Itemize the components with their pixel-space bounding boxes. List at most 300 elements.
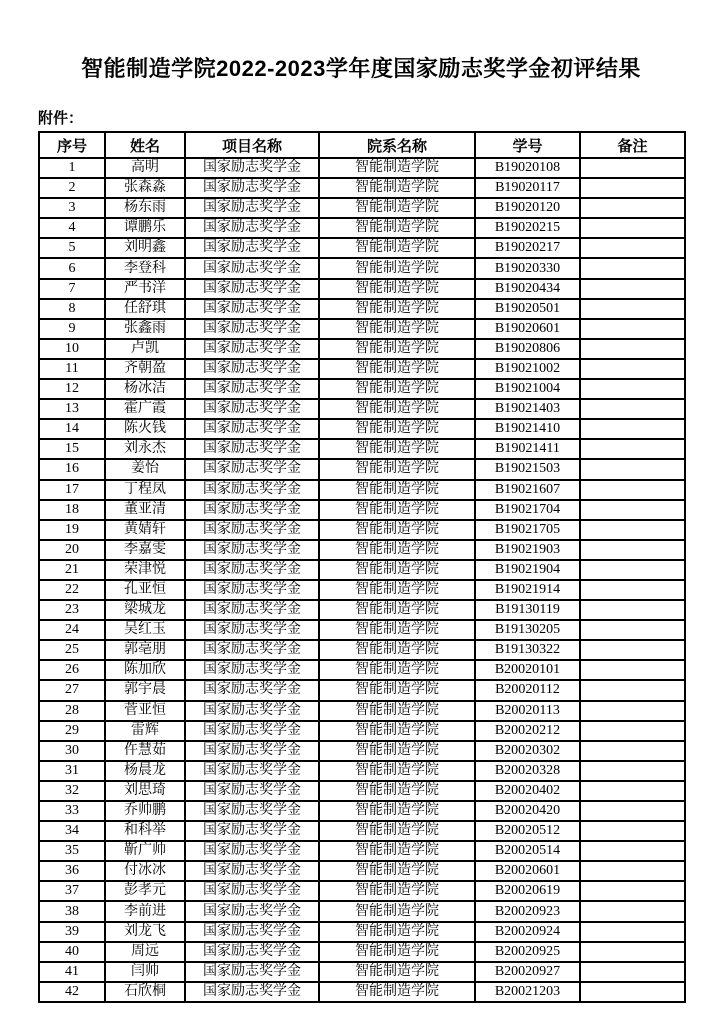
cell-student_id: B20020101 <box>475 660 580 680</box>
cell-student_id: B20020420 <box>475 801 580 821</box>
cell-no: 15 <box>39 439 105 459</box>
cell-name: 张森淼 <box>105 178 185 198</box>
cell-department: 智能制造学院 <box>319 701 475 721</box>
cell-no: 21 <box>39 560 105 580</box>
cell-department: 智能制造学院 <box>319 922 475 942</box>
cell-name: 菅亚恒 <box>105 701 185 721</box>
cell-student_id: B20020927 <box>475 962 580 982</box>
cell-project: 国家励志奖学金 <box>185 439 319 459</box>
cell-no: 19 <box>39 520 105 540</box>
table-row <box>39 439 685 459</box>
cell-no: 35 <box>39 841 105 861</box>
column-header-project: 项目名称 <box>185 132 319 158</box>
cell-name: 刘明鑫 <box>105 238 185 258</box>
cell-no: 8 <box>39 299 105 319</box>
cell-remark <box>580 560 685 580</box>
table-header-row <box>39 132 685 158</box>
cell-no: 22 <box>39 580 105 600</box>
cell-name: 董亚清 <box>105 500 185 520</box>
cell-name: 杨冰洁 <box>105 379 185 399</box>
cell-project: 国家励志奖学金 <box>185 238 319 258</box>
cell-name: 郭亳朋 <box>105 640 185 660</box>
cell-project: 国家励志奖学金 <box>185 901 319 921</box>
table-row <box>39 701 685 721</box>
cell-project: 国家励志奖学金 <box>185 158 319 178</box>
cell-department: 智能制造学院 <box>319 741 475 761</box>
cell-department: 智能制造学院 <box>319 821 475 841</box>
cell-department: 智能制造学院 <box>319 520 475 540</box>
cell-department: 智能制造学院 <box>319 500 475 520</box>
table-row <box>39 721 685 741</box>
cell-department: 智能制造学院 <box>319 158 475 178</box>
table-row <box>39 520 685 540</box>
cell-remark <box>580 439 685 459</box>
cell-project: 国家励志奖学金 <box>185 480 319 500</box>
cell-no: 41 <box>39 962 105 982</box>
cell-student_id: B19020501 <box>475 299 580 319</box>
cell-student_id: B19020601 <box>475 319 580 339</box>
cell-no: 33 <box>39 801 105 821</box>
cell-project: 国家励志奖学金 <box>185 279 319 299</box>
cell-department: 智能制造学院 <box>319 560 475 580</box>
cell-name: 刘思琦 <box>105 781 185 801</box>
table-row <box>39 781 685 801</box>
cell-name: 霍广霞 <box>105 399 185 419</box>
cell-remark <box>580 158 685 178</box>
cell-project: 国家励志奖学金 <box>185 520 319 540</box>
cell-project: 国家励志奖学金 <box>185 560 319 580</box>
cell-no: 27 <box>39 680 105 700</box>
table-row <box>39 580 685 600</box>
table-row <box>39 459 685 479</box>
cell-remark <box>580 781 685 801</box>
cell-no: 40 <box>39 942 105 962</box>
cell-name: 高明 <box>105 158 185 178</box>
table-row <box>39 480 685 500</box>
table-row <box>39 922 685 942</box>
cell-name: 和科举 <box>105 821 185 841</box>
cell-student_id: B19021914 <box>475 580 580 600</box>
cell-name: 陈火钱 <box>105 419 185 439</box>
table-body <box>39 158 685 1002</box>
cell-remark <box>580 459 685 479</box>
cell-remark <box>580 600 685 620</box>
cell-department: 智能制造学院 <box>319 379 475 399</box>
cell-no: 13 <box>39 399 105 419</box>
cell-project: 国家励志奖学金 <box>185 258 319 278</box>
column-header-name: 姓名 <box>105 132 185 158</box>
table-row <box>39 600 685 620</box>
cell-student_id: B19021503 <box>475 459 580 479</box>
cell-remark <box>580 922 685 942</box>
cell-no: 10 <box>39 339 105 359</box>
cell-remark <box>580 801 685 821</box>
cell-remark <box>580 480 685 500</box>
cell-no: 16 <box>39 459 105 479</box>
cell-no: 31 <box>39 761 105 781</box>
table-row <box>39 982 685 1002</box>
cell-student_id: B19021411 <box>475 439 580 459</box>
table-row <box>39 379 685 399</box>
cell-student_id: B20021203 <box>475 982 580 1002</box>
cell-no: 36 <box>39 861 105 881</box>
cell-remark <box>580 520 685 540</box>
cell-project: 国家励志奖学金 <box>185 540 319 560</box>
cell-name: 张鑫雨 <box>105 319 185 339</box>
cell-project: 国家励志奖学金 <box>185 741 319 761</box>
column-header-student_id: 学号 <box>475 132 580 158</box>
cell-no: 39 <box>39 922 105 942</box>
table-row <box>39 399 685 419</box>
column-header-department: 院系名称 <box>319 132 475 158</box>
cell-no: 18 <box>39 500 105 520</box>
cell-name: 李登科 <box>105 258 185 278</box>
cell-name: 周远 <box>105 942 185 962</box>
cell-department: 智能制造学院 <box>319 942 475 962</box>
cell-student_id: B19020215 <box>475 218 580 238</box>
cell-name: 仵慧茹 <box>105 741 185 761</box>
cell-student_id: B19020117 <box>475 178 580 198</box>
cell-remark <box>580 540 685 560</box>
table-row <box>39 359 685 379</box>
cell-department: 智能制造学院 <box>319 218 475 238</box>
cell-no: 24 <box>39 620 105 640</box>
attachment-label: 附件： <box>38 110 84 127</box>
cell-remark <box>580 881 685 901</box>
cell-name: 杨东雨 <box>105 198 185 218</box>
cell-department: 智能制造学院 <box>319 580 475 600</box>
cell-student_id: B19020217 <box>475 238 580 258</box>
cell-no: 28 <box>39 701 105 721</box>
cell-student_id: B19130205 <box>475 620 580 640</box>
cell-project: 国家励志奖学金 <box>185 701 319 721</box>
cell-project: 国家励志奖学金 <box>185 640 319 660</box>
cell-project: 国家励志奖学金 <box>185 721 319 741</box>
table-row <box>39 218 685 238</box>
cell-student_id: B19020120 <box>475 198 580 218</box>
table-row <box>39 299 685 319</box>
cell-project: 国家励志奖学金 <box>185 821 319 841</box>
cell-student_id: B20020112 <box>475 680 580 700</box>
cell-no: 37 <box>39 881 105 901</box>
cell-student_id: B20020601 <box>475 861 580 881</box>
cell-remark <box>580 741 685 761</box>
cell-remark <box>580 359 685 379</box>
cell-remark <box>580 198 685 218</box>
table-row <box>39 560 685 580</box>
cell-student_id: B20020302 <box>475 741 580 761</box>
cell-project: 国家励志奖学金 <box>185 922 319 942</box>
cell-department: 智能制造学院 <box>319 721 475 741</box>
cell-student_id: B20020923 <box>475 901 580 921</box>
scholarship-result-table <box>38 131 686 1003</box>
cell-remark <box>580 178 685 198</box>
table-row <box>39 319 685 339</box>
cell-no: 30 <box>39 741 105 761</box>
cell-project: 国家励志奖学金 <box>185 379 319 399</box>
table-row <box>39 801 685 821</box>
cell-project: 国家励志奖学金 <box>185 660 319 680</box>
cell-name: 梁城龙 <box>105 600 185 620</box>
cell-no: 6 <box>39 258 105 278</box>
cell-department: 智能制造学院 <box>319 359 475 379</box>
cell-project: 国家励志奖学金 <box>185 801 319 821</box>
cell-student_id: B20020328 <box>475 761 580 781</box>
cell-project: 国家励志奖学金 <box>185 781 319 801</box>
cell-project: 国家励志奖学金 <box>185 500 319 520</box>
cell-remark <box>580 419 685 439</box>
cell-name: 刘永杰 <box>105 439 185 459</box>
cell-student_id: B20020402 <box>475 781 580 801</box>
cell-remark <box>580 701 685 721</box>
cell-remark <box>580 580 685 600</box>
cell-department: 智能制造学院 <box>319 962 475 982</box>
cell-project: 国家励志奖学金 <box>185 680 319 700</box>
cell-student_id: B20020925 <box>475 942 580 962</box>
column-header-no: 序号 <box>39 132 105 158</box>
cell-no: 42 <box>39 982 105 1002</box>
cell-project: 国家励志奖学金 <box>185 600 319 620</box>
cell-no: 34 <box>39 821 105 841</box>
cell-project: 国家励志奖学金 <box>185 580 319 600</box>
cell-department: 智能制造学院 <box>319 540 475 560</box>
cell-name: 彭孝元 <box>105 881 185 901</box>
cell-name: 乔帅鹏 <box>105 801 185 821</box>
cell-remark <box>580 901 685 921</box>
cell-department: 智能制造学院 <box>319 620 475 640</box>
cell-student_id: B20020512 <box>475 821 580 841</box>
cell-no: 26 <box>39 660 105 680</box>
table-row <box>39 741 685 761</box>
table-row <box>39 640 685 660</box>
cell-department: 智能制造学院 <box>319 901 475 921</box>
cell-project: 国家励志奖学金 <box>185 319 319 339</box>
cell-no: 20 <box>39 540 105 560</box>
cell-department: 智能制造学院 <box>319 600 475 620</box>
cell-remark <box>580 379 685 399</box>
table-row <box>39 901 685 921</box>
cell-department: 智能制造学院 <box>319 480 475 500</box>
cell-project: 国家励志奖学金 <box>185 218 319 238</box>
cell-no: 17 <box>39 480 105 500</box>
cell-name: 付冰冰 <box>105 861 185 881</box>
cell-department: 智能制造学院 <box>319 861 475 881</box>
cell-no: 2 <box>39 178 105 198</box>
cell-project: 国家励志奖学金 <box>185 620 319 640</box>
cell-remark <box>580 218 685 238</box>
cell-student_id: B19021903 <box>475 540 580 560</box>
cell-name: 雷辉 <box>105 721 185 741</box>
cell-department: 智能制造学院 <box>319 299 475 319</box>
cell-student_id: B19020434 <box>475 279 580 299</box>
cell-project: 国家励志奖学金 <box>185 861 319 881</box>
cell-name: 刘龙飞 <box>105 922 185 942</box>
cell-department: 智能制造学院 <box>319 339 475 359</box>
cell-no: 38 <box>39 901 105 921</box>
cell-project: 国家励志奖学金 <box>185 299 319 319</box>
table-row <box>39 620 685 640</box>
table-row <box>39 821 685 841</box>
table-row <box>39 962 685 982</box>
cell-department: 智能制造学院 <box>319 680 475 700</box>
cell-name: 靳广帅 <box>105 841 185 861</box>
cell-no: 14 <box>39 419 105 439</box>
table-row <box>39 841 685 861</box>
cell-remark <box>580 319 685 339</box>
cell-student_id: B19021410 <box>475 419 580 439</box>
cell-remark <box>580 962 685 982</box>
cell-name: 严书洋 <box>105 279 185 299</box>
cell-project: 国家励志奖学金 <box>185 982 319 1002</box>
cell-department: 智能制造学院 <box>319 439 475 459</box>
cell-remark <box>580 258 685 278</box>
cell-project: 国家励志奖学金 <box>185 459 319 479</box>
cell-remark <box>580 721 685 741</box>
table-row <box>39 540 685 560</box>
cell-remark <box>580 942 685 962</box>
cell-student_id: B19021904 <box>475 560 580 580</box>
cell-student_id: B19130322 <box>475 640 580 660</box>
cell-department: 智能制造学院 <box>319 801 475 821</box>
table-row <box>39 942 685 962</box>
page-title: 智能制造学院2022-2023学年度国家励志奖学金初评结果 <box>81 56 641 81</box>
cell-name: 卢凯 <box>105 339 185 359</box>
cell-student_id: B19021002 <box>475 359 580 379</box>
cell-no: 7 <box>39 279 105 299</box>
cell-project: 国家励志奖学金 <box>185 881 319 901</box>
cell-department: 智能制造学院 <box>319 660 475 680</box>
cell-project: 国家励志奖学金 <box>185 942 319 962</box>
cell-project: 国家励志奖学金 <box>185 962 319 982</box>
cell-no: 3 <box>39 198 105 218</box>
cell-project: 国家励志奖学金 <box>185 399 319 419</box>
cell-no: 32 <box>39 781 105 801</box>
table-row <box>39 158 685 178</box>
cell-no: 1 <box>39 158 105 178</box>
table-row <box>39 660 685 680</box>
table-row <box>39 861 685 881</box>
cell-student_id: B20020924 <box>475 922 580 942</box>
cell-name: 李前进 <box>105 901 185 921</box>
cell-remark <box>580 821 685 841</box>
cell-name: 丁程凤 <box>105 480 185 500</box>
table-row <box>39 500 685 520</box>
cell-name: 吴红玉 <box>105 620 185 640</box>
cell-name: 谭鹏乐 <box>105 218 185 238</box>
cell-project: 国家励志奖学金 <box>185 178 319 198</box>
cell-name: 陈加欣 <box>105 660 185 680</box>
cell-no: 5 <box>39 238 105 258</box>
table-row <box>39 419 685 439</box>
cell-student_id: B19021704 <box>475 500 580 520</box>
cell-project: 国家励志奖学金 <box>185 359 319 379</box>
cell-no: 23 <box>39 600 105 620</box>
cell-student_id: B20020619 <box>475 881 580 901</box>
cell-name: 任舒琪 <box>105 299 185 319</box>
cell-name: 孔亚恒 <box>105 580 185 600</box>
cell-name: 齐朝盈 <box>105 359 185 379</box>
cell-remark <box>580 399 685 419</box>
cell-student_id: B19020806 <box>475 339 580 359</box>
cell-department: 智能制造学院 <box>319 198 475 218</box>
cell-name: 石欣桐 <box>105 982 185 1002</box>
cell-no: 11 <box>39 359 105 379</box>
column-header-remark: 备注 <box>580 132 685 158</box>
cell-department: 智能制造学院 <box>319 279 475 299</box>
cell-student_id: B19021004 <box>475 379 580 399</box>
cell-student_id: B19020330 <box>475 258 580 278</box>
cell-student_id: B19021705 <box>475 520 580 540</box>
cell-department: 智能制造学院 <box>319 761 475 781</box>
cell-department: 智能制造学院 <box>319 399 475 419</box>
cell-project: 国家励志奖学金 <box>185 841 319 861</box>
table-row <box>39 279 685 299</box>
cell-student_id: B20020514 <box>475 841 580 861</box>
cell-no: 29 <box>39 721 105 741</box>
cell-remark <box>580 640 685 660</box>
cell-remark <box>580 339 685 359</box>
table-row <box>39 238 685 258</box>
cell-department: 智能制造学院 <box>319 419 475 439</box>
cell-department: 智能制造学院 <box>319 238 475 258</box>
cell-department: 智能制造学院 <box>319 881 475 901</box>
table-row <box>39 339 685 359</box>
table-row <box>39 881 685 901</box>
cell-student_id: B20020212 <box>475 721 580 741</box>
cell-department: 智能制造学院 <box>319 459 475 479</box>
cell-name: 闫帅 <box>105 962 185 982</box>
cell-department: 智能制造学院 <box>319 319 475 339</box>
cell-name: 李嘉雯 <box>105 540 185 560</box>
cell-name: 郭宇晨 <box>105 680 185 700</box>
table-row <box>39 198 685 218</box>
cell-project: 国家励志奖学金 <box>185 198 319 218</box>
cell-department: 智能制造学院 <box>319 982 475 1002</box>
cell-department: 智能制造学院 <box>319 258 475 278</box>
cell-remark <box>580 500 685 520</box>
table-row <box>39 258 685 278</box>
table-row <box>39 680 685 700</box>
cell-student_id: B19020108 <box>475 158 580 178</box>
cell-remark <box>580 660 685 680</box>
cell-name: 黄婧轩 <box>105 520 185 540</box>
cell-remark <box>580 861 685 881</box>
cell-remark <box>580 299 685 319</box>
cell-remark <box>580 238 685 258</box>
cell-name: 荣津悦 <box>105 560 185 580</box>
cell-student_id: B19130119 <box>475 600 580 620</box>
cell-project: 国家励志奖学金 <box>185 339 319 359</box>
cell-no: 25 <box>39 640 105 660</box>
table-row <box>39 761 685 781</box>
cell-remark <box>580 680 685 700</box>
cell-department: 智能制造学院 <box>319 640 475 660</box>
cell-project: 国家励志奖学金 <box>185 761 319 781</box>
cell-remark <box>580 620 685 640</box>
cell-student_id: B19021607 <box>475 480 580 500</box>
cell-student_id: B19021403 <box>475 399 580 419</box>
table-row <box>39 178 685 198</box>
cell-department: 智能制造学院 <box>319 781 475 801</box>
cell-remark <box>580 279 685 299</box>
cell-department: 智能制造学院 <box>319 178 475 198</box>
cell-no: 9 <box>39 319 105 339</box>
cell-student_id: B20020113 <box>475 701 580 721</box>
cell-no: 4 <box>39 218 105 238</box>
cell-remark <box>580 761 685 781</box>
cell-name: 姜怡 <box>105 459 185 479</box>
cell-no: 12 <box>39 379 105 399</box>
